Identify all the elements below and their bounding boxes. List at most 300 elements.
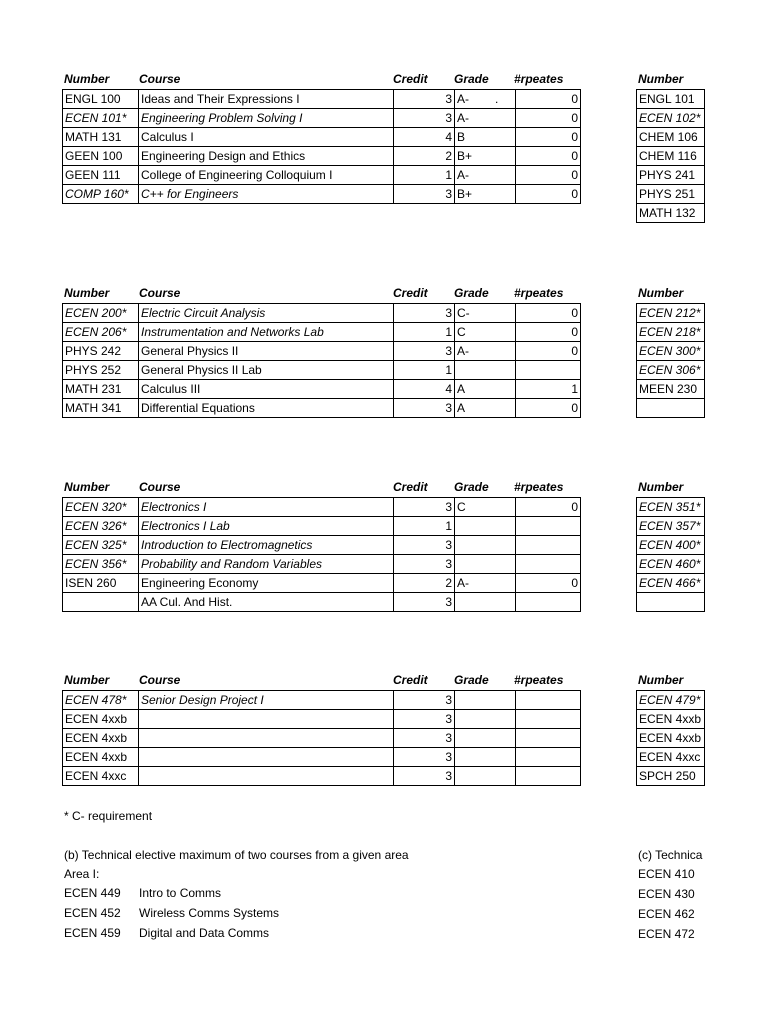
cell-num[interactable] xyxy=(63,710,139,729)
cell-num[interactable] xyxy=(63,109,139,128)
cell-num[interactable]: CHEM 106 xyxy=(637,128,705,147)
cell-credit[interactable] xyxy=(394,536,455,555)
cell-grade-value: A- xyxy=(457,575,469,590)
cell-rep[interactable] xyxy=(516,399,581,418)
cell-course[interactable] xyxy=(139,185,394,204)
table-row xyxy=(63,498,581,517)
cell-course-value: Instrumentation and Networks Lab xyxy=(141,324,324,339)
cell-num-value: MATH 341 xyxy=(65,400,122,415)
cell-num[interactable]: MATH 132 xyxy=(637,204,705,223)
cell-course[interactable] xyxy=(139,574,394,593)
table-row xyxy=(63,147,581,166)
header-credit: Credit xyxy=(393,286,428,300)
cell-num-value: ECEN 356* xyxy=(65,556,127,571)
cell-rep[interactable] xyxy=(516,767,581,786)
cell-credit[interactable] xyxy=(394,342,455,361)
table-row xyxy=(637,517,705,536)
cell-num[interactable]: ECEN 300* xyxy=(637,342,705,361)
cell-rep[interactable] xyxy=(516,380,581,399)
cell-grade-value: A xyxy=(457,400,466,415)
cell-grade[interactable] xyxy=(455,323,516,342)
cell-num[interactable]: ECEN 306* xyxy=(637,361,705,380)
header-number: Number xyxy=(64,72,110,86)
cell-num-value: MATH 131 xyxy=(65,129,122,144)
cell-credit-value: 3 xyxy=(445,594,452,609)
elective-c-title: (c) Technica xyxy=(638,848,703,862)
cell-rep-value: 0 xyxy=(571,499,578,514)
table-row xyxy=(63,517,581,536)
table-row xyxy=(637,536,705,555)
cell-course[interactable] xyxy=(139,555,394,574)
cell-credit[interactable] xyxy=(394,555,455,574)
course-table-term-2 xyxy=(62,303,581,418)
cell-grade[interactable] xyxy=(455,166,516,185)
table-row xyxy=(63,323,581,342)
cell-course[interactable] xyxy=(139,380,394,399)
table-row xyxy=(637,361,705,380)
cell-num[interactable] xyxy=(63,304,139,323)
cell-grade[interactable] xyxy=(455,593,516,612)
header-repeats: #rpeates xyxy=(514,72,564,86)
cell-course[interactable] xyxy=(139,342,394,361)
cell-course[interactable] xyxy=(139,767,394,786)
footnote: * C- requirement xyxy=(64,809,153,823)
header-repeats: #rpeates xyxy=(514,673,564,687)
table-row xyxy=(63,767,581,786)
cell-credit[interactable] xyxy=(394,498,455,517)
table-row xyxy=(637,399,705,418)
header-grade: Grade xyxy=(454,286,489,300)
cell-num[interactable]: ECEN 218* xyxy=(637,323,705,342)
cell-rep[interactable] xyxy=(516,361,581,380)
cell-credit-value: 3 xyxy=(445,305,452,320)
cell-rep[interactable] xyxy=(516,185,581,204)
cell-credit-value: 3 xyxy=(445,749,452,764)
cell-num[interactable] xyxy=(63,128,139,147)
table-row xyxy=(63,710,581,729)
cell-rep[interactable] xyxy=(516,536,581,555)
cell-course-value: General Physics II xyxy=(141,343,239,358)
cell-num[interactable] xyxy=(63,729,139,748)
cell-credit-value: 1 xyxy=(445,362,452,377)
header-number: Number xyxy=(64,673,110,687)
header-number-next-term: Number xyxy=(638,480,684,494)
cell-grade-value: C- xyxy=(457,305,470,320)
cell-credit-value: 3 xyxy=(445,692,452,707)
elective-c-course: ECEN 430 xyxy=(638,887,695,901)
cell-num-value: ECEN 326* xyxy=(65,518,127,533)
cell-num[interactable]: ECEN 466* xyxy=(637,574,705,593)
cell-rep[interactable] xyxy=(516,147,581,166)
table-row xyxy=(63,399,581,418)
cell-course[interactable] xyxy=(139,323,394,342)
cell-credit-value: 3 xyxy=(445,400,452,415)
cell-credit[interactable] xyxy=(394,691,455,710)
cell-num[interactable] xyxy=(63,517,139,536)
cell-grade-value: B xyxy=(457,129,466,144)
elective-c-course: ECEN 462 xyxy=(638,907,695,921)
table-row xyxy=(637,323,705,342)
cell-num[interactable]: MEEN 230 xyxy=(637,380,705,399)
cell-grade-value: A- xyxy=(457,110,469,125)
table-row xyxy=(637,729,705,748)
cell-grade[interactable] xyxy=(455,185,516,204)
cell-credit[interactable] xyxy=(394,729,455,748)
table-row xyxy=(63,380,581,399)
cell-num-value: ECEN 4xxc xyxy=(65,768,127,783)
cell-rep[interactable] xyxy=(516,691,581,710)
cell-rep-value: 0 xyxy=(571,148,578,163)
cell-rep[interactable] xyxy=(516,710,581,729)
table-row xyxy=(637,380,705,399)
cell-course-value: Calculus III xyxy=(141,381,201,396)
cell-num-value: PHYS 252 xyxy=(65,362,122,377)
cell-credit-value: 3 xyxy=(445,556,452,571)
cell-course-value: Differential Equations xyxy=(141,400,255,415)
cell-num[interactable] xyxy=(63,147,139,166)
cell-credit[interactable] xyxy=(394,323,455,342)
cell-num-value: ECEN 206* xyxy=(65,324,127,339)
cell-course[interactable] xyxy=(139,691,394,710)
cell-num-value: ECEN 4xxb xyxy=(65,749,128,764)
cell-num[interactable]: ENGL 101 xyxy=(637,90,705,109)
cell-num-value: ECEN 478* xyxy=(65,692,127,707)
header-number-next-term: Number xyxy=(638,673,684,687)
cell-num[interactable]: ECEN 400* xyxy=(637,536,705,555)
area-title: Area I: xyxy=(64,867,100,881)
header-number-next-term: Number xyxy=(638,286,684,300)
cell-num-value: MATH 231 xyxy=(65,381,122,396)
cell-credit[interactable] xyxy=(394,710,455,729)
cell-num[interactable] xyxy=(63,166,139,185)
cell-num-value: ECEN 320* xyxy=(65,499,127,514)
cell-num[interactable] xyxy=(63,380,139,399)
area-course-name: Intro to Comms xyxy=(139,886,222,900)
cell-grade[interactable] xyxy=(455,498,516,517)
header-credit: Credit xyxy=(393,72,428,86)
cell-rep[interactable] xyxy=(516,323,581,342)
cell-credit-value: 1 xyxy=(445,167,452,182)
cell-rep[interactable] xyxy=(516,128,581,147)
header-grade: Grade xyxy=(454,480,489,494)
cell-rep[interactable] xyxy=(516,748,581,767)
cell-rep[interactable] xyxy=(516,304,581,323)
cell-grade[interactable] xyxy=(455,90,516,109)
cell-num[interactable] xyxy=(63,498,139,517)
cell-rep-value: 0 xyxy=(571,91,578,106)
cell-grade[interactable] xyxy=(455,147,516,166)
next-term-table-1 xyxy=(636,89,705,223)
header-grade: Grade xyxy=(454,72,489,86)
table-row xyxy=(637,498,705,517)
cell-credit[interactable] xyxy=(394,109,455,128)
table-row xyxy=(63,185,581,204)
cell-num-value: PHYS 242 xyxy=(65,343,122,358)
header-credit: Credit xyxy=(393,673,428,687)
cell-credit-value: 3 xyxy=(445,768,452,783)
cell-num[interactable] xyxy=(63,342,139,361)
cell-rep-value: 0 xyxy=(571,575,578,590)
course-table-term-3 xyxy=(62,497,581,612)
cell-num[interactable]: ECEN 102* xyxy=(637,109,705,128)
header-course: Course xyxy=(139,286,181,300)
cell-credit[interactable] xyxy=(394,185,455,204)
cell-num-value: GEEN 111 xyxy=(65,167,121,182)
table-row xyxy=(63,536,581,555)
table-row xyxy=(63,729,581,748)
cell-num[interactable]: ECEN 479* xyxy=(637,691,705,710)
table-row xyxy=(63,342,581,361)
cell-grade[interactable] xyxy=(455,555,516,574)
cell-course[interactable] xyxy=(139,361,394,380)
cell-num-value: GEEN 100 xyxy=(65,148,123,163)
area-course-name: Digital and Data Comms xyxy=(139,926,270,940)
cell-course[interactable] xyxy=(139,166,394,185)
cell-grade[interactable] xyxy=(455,574,516,593)
cell-grade[interactable] xyxy=(455,748,516,767)
table-row xyxy=(63,304,581,323)
cell-num[interactable] xyxy=(63,399,139,418)
cell-grade[interactable] xyxy=(455,342,516,361)
table-row xyxy=(637,710,705,729)
cell-credit-value: 4 xyxy=(445,381,452,396)
cell-course-value: Electronics I xyxy=(141,499,207,514)
cell-num[interactable]: CHEM 116 xyxy=(637,147,705,166)
cell-credit-value: 4 xyxy=(445,129,452,144)
table-row xyxy=(63,109,581,128)
table-row xyxy=(63,593,581,612)
cell-num-value: ECEN 4xxb xyxy=(65,711,128,726)
cell-grade[interactable] xyxy=(455,729,516,748)
cell-rep-value: 0 xyxy=(571,167,578,182)
cell-rep-value: 0 xyxy=(571,305,578,320)
cell-grade[interactable] xyxy=(455,710,516,729)
cell-num[interactable] xyxy=(63,593,139,612)
course-table-term-1 xyxy=(62,89,581,204)
table-row xyxy=(637,574,705,593)
cell-num[interactable] xyxy=(63,691,139,710)
cell-num-value: ECEN 325* xyxy=(65,537,127,552)
cell-num[interactable] xyxy=(63,185,139,204)
cell-credit-value: 3 xyxy=(445,711,452,726)
cell-course-value: Probability and Random Variables xyxy=(141,556,322,571)
table-row xyxy=(63,555,581,574)
cell-rep[interactable] xyxy=(516,342,581,361)
table-row xyxy=(637,204,705,223)
cell-rep[interactable] xyxy=(516,517,581,536)
table-row xyxy=(637,128,705,147)
area-course-name: Wireless Comms Systems xyxy=(139,906,280,920)
cell-num[interactable] xyxy=(63,323,139,342)
cell-num-value: ECEN 4xxb xyxy=(65,730,128,745)
header-credit: Credit xyxy=(393,480,428,494)
cell-num-value: ECEN 101* xyxy=(65,110,127,125)
table-row xyxy=(63,90,581,109)
cell-credit[interactable] xyxy=(394,166,455,185)
table-row xyxy=(63,748,581,767)
grade-mark: . xyxy=(495,91,499,106)
cell-num[interactable] xyxy=(63,748,139,767)
cell-course[interactable] xyxy=(139,748,394,767)
table-row xyxy=(637,748,705,767)
cell-num[interactable] xyxy=(637,399,705,418)
cell-rep[interactable] xyxy=(516,593,581,612)
cell-course-value: AA Cul. And Hist. xyxy=(141,594,233,609)
table-row xyxy=(637,185,705,204)
cell-grade-value: A- xyxy=(457,91,469,106)
cell-num[interactable] xyxy=(63,90,139,109)
cell-course-value: C++ for Engineers xyxy=(141,186,239,201)
cell-rep[interactable] xyxy=(516,90,581,109)
header-course: Course xyxy=(139,72,181,86)
cell-course-value: General Physics II Lab xyxy=(141,362,262,377)
cell-rep-value: 0 xyxy=(571,343,578,358)
cell-credit-value: 2 xyxy=(445,575,452,590)
cell-credit[interactable] xyxy=(394,90,455,109)
cell-course[interactable] xyxy=(139,710,394,729)
cell-num[interactable]: ECEN 4xxc xyxy=(637,748,705,767)
cell-credit-value: 3 xyxy=(445,730,452,745)
cell-credit[interactable] xyxy=(394,361,455,380)
cell-rep[interactable] xyxy=(516,498,581,517)
cell-num[interactable] xyxy=(63,574,139,593)
cell-grade-value: A- xyxy=(457,167,469,182)
cell-course-value: College of Engineering Colloquium I xyxy=(141,167,333,182)
table-row xyxy=(637,593,705,612)
cell-credit-value: 1 xyxy=(445,518,452,533)
cell-credit[interactable] xyxy=(394,574,455,593)
cell-credit[interactable] xyxy=(394,767,455,786)
cell-num[interactable] xyxy=(63,361,139,380)
cell-grade-value: C xyxy=(457,499,466,514)
cell-num[interactable]: ECEN 212* xyxy=(637,304,705,323)
cell-grade[interactable] xyxy=(455,767,516,786)
cell-grade[interactable] xyxy=(455,517,516,536)
area-course-number: ECEN 452 xyxy=(64,906,121,920)
cell-course[interactable] xyxy=(139,109,394,128)
cell-credit-value: 2 xyxy=(445,148,452,163)
header-number-next-term: Number xyxy=(638,72,684,86)
cell-course[interactable] xyxy=(139,90,394,109)
elective-c-course: ECEN 410 xyxy=(638,867,695,881)
cell-course[interactable] xyxy=(139,517,394,536)
cell-course-value: Engineering Design and Ethics xyxy=(141,148,306,163)
cell-num[interactable] xyxy=(637,593,705,612)
cell-rep-value: 0 xyxy=(571,400,578,415)
table-row xyxy=(63,574,581,593)
header-number: Number xyxy=(64,480,110,494)
cell-credit-value: 3 xyxy=(445,91,452,106)
cell-course[interactable] xyxy=(139,593,394,612)
cell-grade[interactable] xyxy=(455,399,516,418)
table-row xyxy=(63,128,581,147)
cell-grade[interactable] xyxy=(455,536,516,555)
cell-num[interactable]: ECEN 4xxb xyxy=(637,729,705,748)
header-course: Course xyxy=(139,480,181,494)
cell-grade[interactable] xyxy=(455,304,516,323)
area-course-number: ECEN 459 xyxy=(64,926,121,940)
table-row xyxy=(637,109,705,128)
cell-credit-value: 3 xyxy=(445,343,452,358)
table-row xyxy=(63,691,581,710)
next-term-table-3 xyxy=(636,497,705,612)
cell-num[interactable]: ECEN 460* xyxy=(637,555,705,574)
cell-rep[interactable] xyxy=(516,166,581,185)
cell-rep[interactable] xyxy=(516,729,581,748)
cell-num[interactable] xyxy=(63,767,139,786)
cell-grade-value: A xyxy=(457,381,466,396)
table-row xyxy=(637,767,705,786)
cell-num[interactable]: ECEN 357* xyxy=(637,517,705,536)
cell-credit[interactable] xyxy=(394,517,455,536)
cell-course[interactable] xyxy=(139,399,394,418)
area-course-number: ECEN 449 xyxy=(64,886,121,900)
header-repeats: #rpeates xyxy=(514,286,564,300)
cell-course-value: Senior Design Project I xyxy=(141,692,264,707)
cell-rep[interactable] xyxy=(516,109,581,128)
cell-course-value: Electric Circuit Analysis xyxy=(141,305,266,320)
cell-credit[interactable] xyxy=(394,593,455,612)
cell-grade-value: B+ xyxy=(457,148,473,163)
cell-rep[interactable] xyxy=(516,555,581,574)
cell-credit-value: 3 xyxy=(445,537,452,552)
cell-grade[interactable] xyxy=(455,691,516,710)
cell-credit[interactable] xyxy=(394,147,455,166)
cell-course-value: Electronics I Lab xyxy=(141,518,230,533)
table-row xyxy=(637,90,705,109)
cell-grade[interactable] xyxy=(455,380,516,399)
table-row xyxy=(637,147,705,166)
cell-credit[interactable] xyxy=(394,128,455,147)
cell-num[interactable]: ECEN 4xxb xyxy=(637,710,705,729)
cell-rep-value: 0 xyxy=(571,324,578,339)
cell-credit[interactable] xyxy=(394,304,455,323)
table-row xyxy=(637,691,705,710)
cell-num[interactable]: SPCH 250 xyxy=(637,767,705,786)
cell-grade-value: B+ xyxy=(457,186,473,201)
cell-credit[interactable] xyxy=(394,380,455,399)
cell-grade[interactable] xyxy=(455,128,516,147)
cell-num[interactable]: PHYS 251 xyxy=(637,185,705,204)
cell-credit[interactable] xyxy=(394,399,455,418)
cell-credit[interactable] xyxy=(394,748,455,767)
cell-course[interactable] xyxy=(139,304,394,323)
cell-credit-value: 3 xyxy=(445,499,452,514)
elective-b-title: (b) Technical elective maximum of two courses from a given area xyxy=(64,848,409,862)
cell-grade[interactable] xyxy=(455,361,516,380)
cell-grade-value: C xyxy=(457,324,466,339)
table-row xyxy=(63,166,581,185)
cell-rep[interactable] xyxy=(516,574,581,593)
cell-num[interactable]: PHYS 241 xyxy=(637,166,705,185)
cell-num[interactable]: ECEN 351* xyxy=(637,498,705,517)
cell-course[interactable] xyxy=(139,147,394,166)
cell-course[interactable] xyxy=(139,729,394,748)
cell-course[interactable] xyxy=(139,536,394,555)
table-row xyxy=(63,361,581,380)
cell-course[interactable] xyxy=(139,128,394,147)
cell-num[interactable] xyxy=(63,536,139,555)
table-row xyxy=(637,342,705,361)
course-table-term-4 xyxy=(62,690,581,786)
cell-num-value: COMP 160* xyxy=(65,186,129,201)
cell-course[interactable] xyxy=(139,498,394,517)
cell-grade[interactable] xyxy=(455,109,516,128)
next-term-table-2 xyxy=(636,303,705,418)
cell-credit-value: 3 xyxy=(445,110,452,125)
cell-num[interactable] xyxy=(63,555,139,574)
cell-grade-value: A- xyxy=(457,343,469,358)
